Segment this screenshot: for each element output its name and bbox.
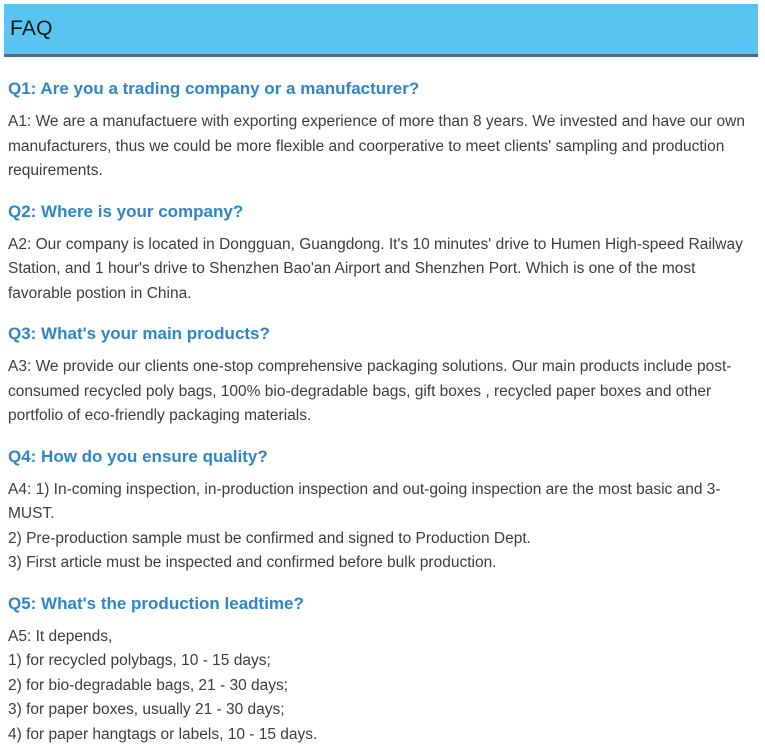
faq-item [8, 323, 751, 429]
faq-question: Q2: Where is your company? [8, 201, 244, 221]
faq-question: Q4: How do you ensure quality? [8, 446, 268, 466]
faq-answer-line: 3) for paper boxes, usually 21 - 30 days; [8, 701, 285, 718]
faq-answer-line: A5: It depends, [8, 627, 113, 645]
faq-answer-line: 1) for recycled polybags, 10 - 15 days; [8, 652, 271, 669]
faq-answer-line: 2) Pre-production sample must be confirmed and signed to Production Dept. [8, 529, 531, 547]
faq-question: Q1: Are you a trading company or a manufacturer? [8, 79, 420, 98]
faq-answer-line: A3: We provide our clients one-stop comprehensive packaging solutions. Our main products include post-consumed recycled poly bags, 100% bio-degradable bags, gift boxes , recycled paper boxes and other portfolio of eco-friendly packaging materials. [8, 358, 732, 424]
faq-item [8, 446, 751, 576]
faq-question: Q5: What's the production leadtime? [8, 593, 304, 613]
faq-item [8, 593, 751, 748]
faq-answer-line: A2: Our company is located in Dongguan, Guangdong. It's 10 minutes' drive to Humen High-speed Railway Station, and 1 hour's drive to Shenzhen Bao'an Airport and Shenzhen Port. Which is one of the most favorable postion in China. [8, 235, 743, 302]
faq-section-header [4, 4, 758, 57]
faq-answer-line: A4: 1) In-coming inspection, in-production inspection and out-going inspection are the most basic and 3-MUST. [8, 480, 721, 522]
faq-question: Q3: What's your main products? [8, 324, 270, 343]
faq-answer-line: 2) for bio-degradable bags, 21 - 30 days; [8, 676, 289, 694]
faq-item [8, 78, 751, 184]
faq-item [8, 201, 751, 307]
faq-section-title: FAQ [10, 17, 53, 40]
faq-list [0, 57, 765, 747]
faq-answer-line: A1: We are a manufactuere with exporting experience of more than 8 years. We invested and have our own manufacturers, thus we could be more flexible and coorperative to meet clients' sampling and production requirements. [8, 113, 745, 179]
faq-answer-line: 3) First article must be inspected and confirmed before bulk production. [8, 554, 497, 571]
faq-answer-line: 4) for paper hangtags or labels, 10 - 15 days. [8, 725, 318, 743]
